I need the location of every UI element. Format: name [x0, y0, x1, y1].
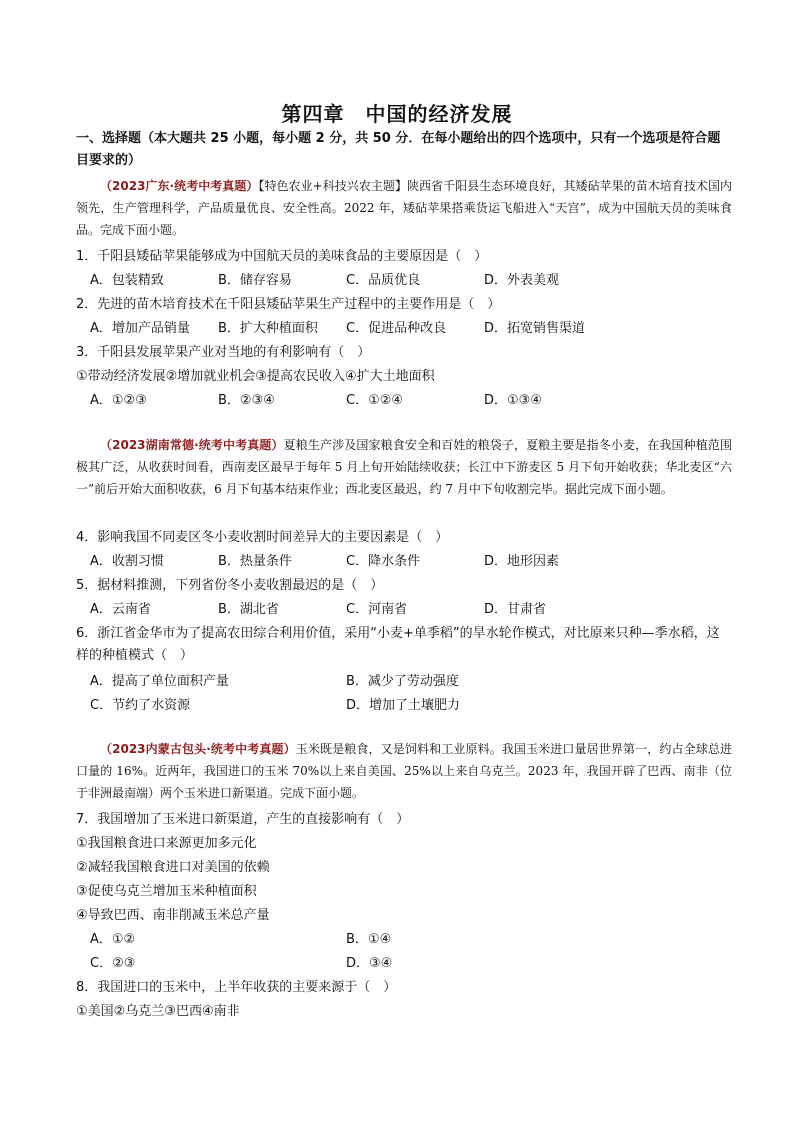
option-b[interactable]: B．湖北省 [218, 602, 279, 617]
option-d[interactable]: D．③④ [346, 956, 393, 971]
option-d[interactable]: D．地形因素 [484, 554, 560, 569]
option-d[interactable]: D．拓宽销售渠道 [484, 321, 586, 336]
section-heading: 一、选择题（本大题共 25 小题，每小题 2 分，共 50 分．在每小题给出的四个选项中，只有一个选项是符合题目要求的） [76, 131, 721, 168]
question-2-options [90, 318, 730, 340]
question-7-options-row-1 [90, 929, 730, 951]
option-b[interactable]: B．储存容易 [218, 273, 292, 288]
question-3-stem: 3．千阳县发展苹果产业对当地的有利影响有（ ） [76, 345, 371, 360]
option-b[interactable]: B．扩大种植面积 [218, 321, 318, 336]
option-c[interactable]: C．降水条件 [346, 554, 421, 569]
option-b[interactable]: B．减少了劳动强度 [346, 674, 459, 689]
question-7-item-2: ②减轻我国粮食进口对美国的依赖 [76, 860, 270, 875]
question-1-stem: 1．千阳县矮砧苹果能够成为中国航天员的美味食品的主要原因是（ ） [76, 249, 488, 264]
material-2-text: 夏粮生产涉及国家粮食安全和百姓的粮袋子，夏粮主要是指冬小麦，在我国种植范围极其广泛，从收获时间看，西南麦区最早于每年 5 月上旬开始陆续收获；长江中下游麦区 5 月下旬开始收获；华北麦区“六一”前后开始大面积收获，6 月下旬基本结束作业；西北麦区最迟，约 7 月中下旬收割完毕。据此完成下面小题。 [76, 438, 732, 496]
question-3-items: ①带动经济发展②增加就业机会③提高农民收入④扩大土地面积 [76, 369, 435, 384]
question-8-stem: 8．我国进口的玉米中，上半年收获的主要来源于（ ） [76, 980, 397, 995]
question-7-item-4: ④导致巴西、南非削减玉米总产量 [76, 908, 270, 923]
option-c[interactable]: C．②③ [90, 956, 136, 971]
option-d[interactable]: D．甘肃省 [484, 602, 547, 617]
option-c[interactable]: C．促进品种改良 [346, 321, 447, 336]
material-3-text: 玉米既是粮食，又是饲料和工业原料。我国玉米进口量居世界第一，约占全球总进口量的 16%。近两年，我国进口的玉米 70%以上来自美国、25%以上来自乌克兰。2023 年，我国开辟了巴西、南非（位于非洲最南端）两个玉米进口新渠道。完成下面小题。 [76, 742, 732, 800]
option-b[interactable]: B．①④ [346, 932, 392, 947]
option-b[interactable]: B．②③④ [218, 393, 275, 408]
option-a[interactable]: A．①②③ [90, 393, 147, 408]
material-1-source: （2023广东·统考中考真题） [100, 179, 259, 193]
option-a[interactable]: A．收割习惯 [90, 554, 164, 569]
question-2-stem: 2．先进的苗木培育技术在千阳县矮砧苹果生产过程中的主要作用是（ ） [76, 297, 501, 312]
question-7-item-1: ①我国粮食进口来源更加多元化 [76, 836, 257, 851]
question-5-stem: 5．据材料推测，下列省份冬小麦收割最迟的是（ ） [76, 578, 384, 593]
option-a[interactable]: A．提高了单位面积产量 [90, 674, 229, 689]
material-2 [76, 434, 732, 500]
option-d[interactable]: D．①③④ [484, 393, 542, 408]
option-c[interactable]: C．节约了水资源 [90, 698, 191, 713]
material-3-source: （2023内蒙古包头·统考中考真题） [100, 742, 296, 756]
question-6-stem: 6．浙江省金华市为了提高农田综合利用价值，采用“小麦+单季稻”的旱水轮作模式，对比原来只种—季水稻，这样的种植模式（ ） [76, 626, 720, 663]
material-3 [76, 738, 732, 804]
question-3-options [90, 390, 730, 412]
option-c[interactable]: C．品质优良 [346, 273, 421, 288]
option-c[interactable]: C．①②④ [346, 393, 404, 408]
question-4-stem: 4．影响我国不同麦区冬小麦收割时间差异大的主要因素是（ ） [76, 530, 449, 545]
question-7-options-row-2 [90, 953, 730, 975]
option-d[interactable]: D．增加了土壤肥力 [346, 698, 461, 713]
option-a[interactable]: A．增加产品销量 [90, 321, 190, 336]
question-6-options-row-2 [90, 695, 730, 717]
material-2-source: （2023湖南常德·统考中考真题） [100, 438, 284, 452]
question-5-options [90, 599, 730, 621]
question-1-options [90, 270, 730, 292]
material-1 [76, 175, 732, 241]
option-a[interactable]: A．包装精致 [90, 273, 164, 288]
page-title: 第四章 中国的经济发展 [281, 102, 513, 126]
option-b[interactable]: B．热量条件 [218, 554, 292, 569]
question-4-options [90, 551, 730, 573]
question-8-items: ①美国②乌克兰③巴西④南非 [76, 1004, 240, 1019]
option-a[interactable]: A．①② [90, 932, 136, 947]
question-7-item-3: ③促使乌克兰增加玉米种植面积 [76, 884, 257, 899]
question-6-options-row-1 [90, 671, 730, 693]
question-7-stem: 7．我国增加了玉米进口新渠道，产生的直接影响有（ ） [76, 812, 410, 827]
option-d[interactable]: D．外表美观 [484, 273, 560, 288]
option-a[interactable]: A．云南省 [90, 602, 151, 617]
material-1-text: 【特色农业+科技兴农主题】陕西省千阳县生态环境良好，其矮砧苹果的苗木培育技术国内领先，生产管理科学，产品质量优良、安全性高。2022 年，矮砧苹果搭乘货运飞船进入“天宫”，成为中国航天员的美味食品。完成下面小题。 [76, 179, 732, 237]
option-c[interactable]: C．河南省 [346, 602, 408, 617]
